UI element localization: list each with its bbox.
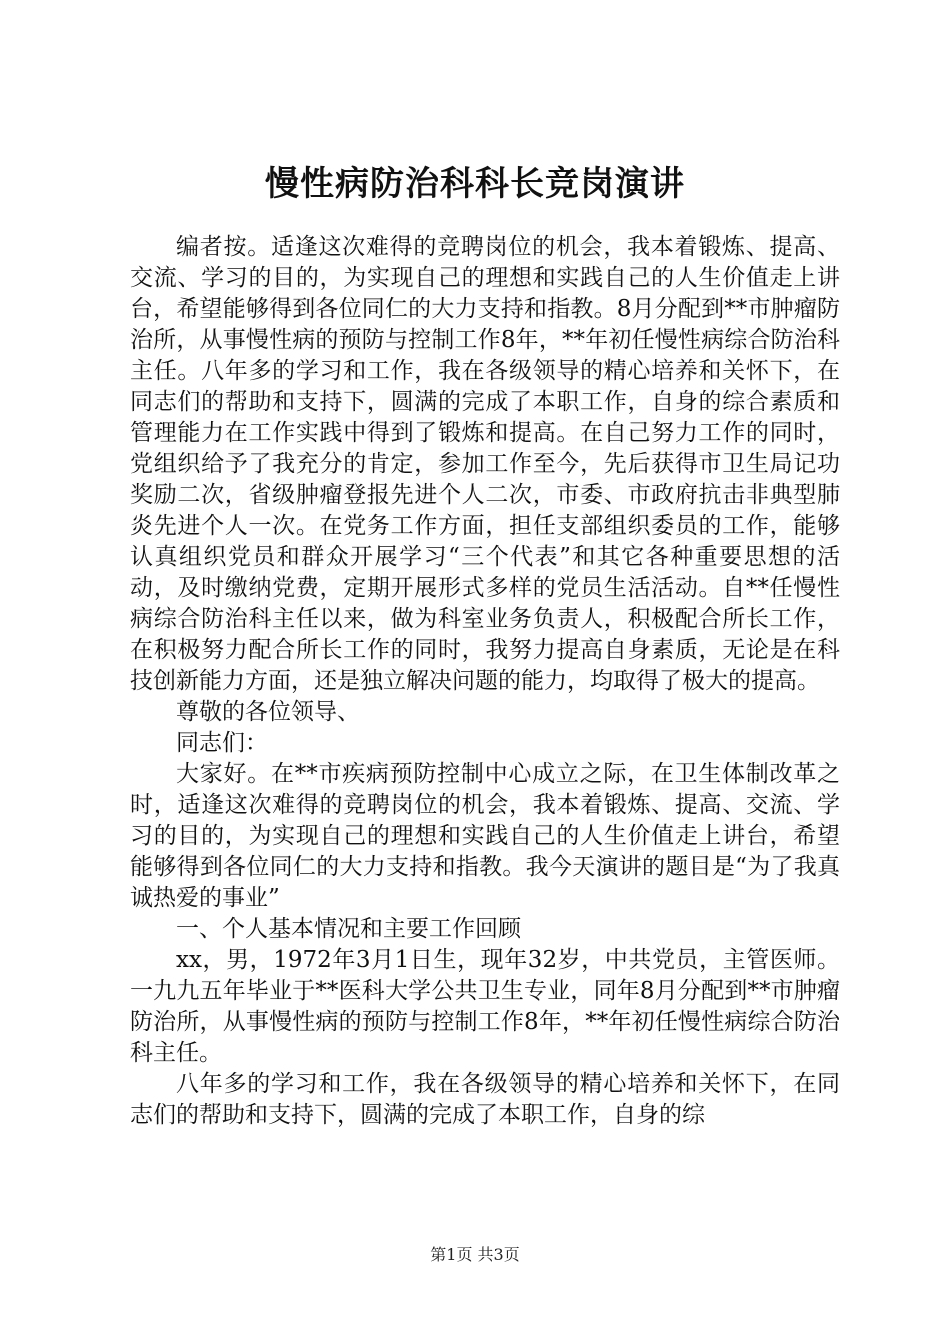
paragraph-salutation-continued: 同志们：	[176, 730, 268, 756]
paragraph-editor-note: 编者按。适逢这次难得的竞聘岗位的机会，我本着锻炼、提高、交流、学习的目的，为实现自己的理想和实践自己的人生价值走上讲台，希望能够得到各位同仁的大力支持和指教。8月分配到**市肿瘤防治所，从事慢性病的预防与控制工作8年，**年初任慢性病综合防治科主任。八年多的学习和工作，我在各级领导的精心培养和关怀下，在同志们的帮助和支持下，圆满的完成了本职工作，自身的综合素质和管理能力在工作实践中得到了锻炼和提高。在自己努力工作的同时，党组织给予了我充分的肯定，参加工作至今，先后获得市卫生局记功奖励二次，省级肿瘤登报先进个人二次，市委、市政府抗击非典型肺炎先进个人一次。在党务工作方面，担任支部组织委员的工作，能够认真组织党员和群众开展学习“三个代表”和其它各种重要思想的活动，及时缴纳党费，定期开展形式多样的党员生活活动。自**任慢性病综合防治科主任以来，做为科室业务负责人，积极配合所长工作，在积极努力配合所长工作的同时，我努力提高自身素质，无论是在科技创新能力方面，还是独立解决问题的能力，均取得了极大的提高。	[130, 234, 840, 694]
document-body	[130, 232, 840, 1131]
paragraph-work-review: 八年多的学习和工作，我在各级领导的精心培养和关怀下，在同志们的帮助和支持下，圆满的完成了本职工作，自身的综	[130, 1071, 840, 1128]
section-heading: 一、个人基本情况和主要工作回顾	[176, 916, 521, 942]
page-footer: 第1页 共3页	[430, 1245, 520, 1264]
document-title: 慢性病防治科科长竞岗演讲	[265, 164, 685, 204]
paragraph-opening: 大家好。在**市疾病预防控制中心成立之际，在卫生体制改革之时，适逢这次难得的竞聘岗位的机会，我本着锻炼、提高、交流、学习的目的，为实现自己的理想和实践自己的人生价值走上讲台，希望能够得到各位同仁的大力支持和指教。我今天演讲的题目是“为了我真诚热爱的事业”	[130, 761, 840, 911]
paragraph-salutation: 尊敬的各位领导、	[176, 699, 360, 725]
paragraph-personal-info: xx，男，1972年3月1日生，现年32岁，中共党员，主管医师。一九九五年毕业于**医科大学公共卫生专业，同年8月分配到**市肿瘤防治所，从事慢性病的预防与控制工作8年，**年初任慢性病综合防治科主任。	[130, 947, 840, 1066]
